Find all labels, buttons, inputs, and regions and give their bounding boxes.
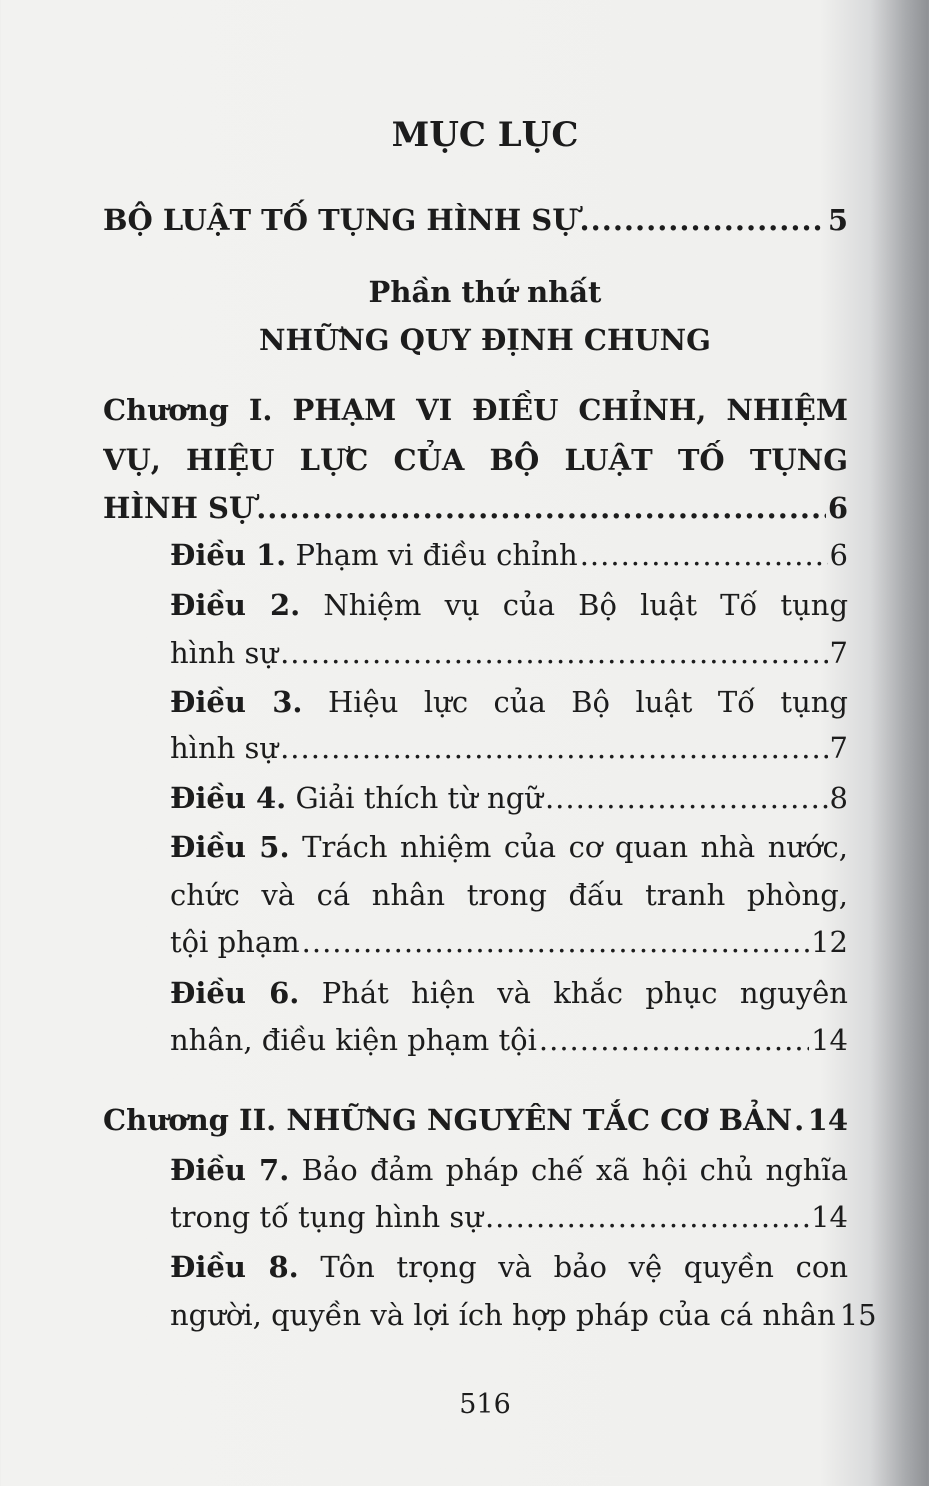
entry-title: Tôn trọng và bảo vệ quyền con — [320, 1250, 848, 1284]
article-label: Điều 1. — [170, 538, 287, 572]
article-label: Điều 4. — [170, 781, 287, 815]
entry-title: hình sự — [170, 636, 279, 670]
part-label: Phần thứ nhất — [368, 275, 602, 309]
leader-dots — [580, 200, 826, 240]
toc-entry-article-6[interactable] — [170, 973, 848, 1013]
toc-heading: MỤC LỤC — [391, 115, 579, 155]
entry-page: 7 — [829, 636, 848, 670]
entry-page: 5 — [827, 203, 848, 237]
entry-page: 7 — [829, 731, 848, 765]
chapter1-line2[interactable]: VỤ, HIỆU LỰC CỦA BỘ LUẬT TỐ TỤNG — [103, 443, 848, 477]
entry-page: 6 — [829, 538, 848, 572]
toc-entry-article-3-cont[interactable] — [170, 728, 848, 768]
toc-entry-article-1[interactable] — [170, 535, 848, 575]
page-number: 516 — [459, 1389, 511, 1420]
entry-page: 15 — [839, 1298, 877, 1332]
entry-page: 6 — [827, 491, 848, 525]
article-label: Điều 7. — [170, 1153, 290, 1187]
entry-title: Chương II. NHỮNG NGUYÊN TẮC CƠ BẢN — [103, 1103, 793, 1137]
toc-entry-article-8-cont[interactable] — [170, 1295, 877, 1335]
entry-title: người, quyền và lợi ích hợp pháp của cá nhân — [170, 1298, 836, 1332]
entry-page: 14 — [811, 1023, 848, 1057]
entry-title: Bảo đảm pháp chế xã hội chủ nghĩa — [301, 1153, 848, 1187]
toc-entry-article-7-cont[interactable] — [170, 1197, 848, 1237]
toc-entry-article-7[interactable] — [170, 1150, 848, 1190]
toc-entry-chapter2[interactable] — [103, 1100, 848, 1140]
entry-title: trong tố tụng hình sự — [170, 1200, 483, 1234]
part-title: NHỮNG QUY ĐỊNH CHUNG — [259, 323, 711, 357]
toc-entry-article-5[interactable] — [170, 827, 848, 867]
toc-entry-code[interactable] — [103, 200, 848, 240]
entry-title: BỘ LUẬT TỐ TỤNG HÌNH SỰ — [103, 203, 578, 237]
entry-title: hình sự — [170, 731, 279, 765]
leader-dots — [794, 1100, 806, 1140]
leader-dots — [539, 1020, 809, 1060]
entry-page: 8 — [829, 781, 848, 815]
leader-dots — [545, 778, 828, 818]
entry-page: 14 — [811, 1200, 848, 1234]
entry-title: Nhiệm vụ của Bộ luật Tố tụng — [323, 588, 848, 622]
article-label: Điều 5. — [170, 830, 290, 864]
leader-dots — [280, 728, 827, 768]
toc-entry-article-4[interactable] — [170, 778, 848, 818]
leader-dots — [256, 488, 826, 528]
entry-title: nhân, điều kiện phạm tội — [170, 1023, 537, 1057]
article-label: Điều 6. — [170, 976, 300, 1010]
entry-page: 12 — [811, 925, 848, 959]
toc-entry-article-2-cont[interactable] — [170, 633, 848, 673]
toc-entry-article-6-cont[interactable] — [170, 1020, 848, 1060]
entry-title: Trách nhiệm của cơ quan nhà nước, — [302, 830, 848, 864]
entry-title: HÌNH SỰ — [103, 491, 255, 525]
toc-entry-article-8[interactable] — [170, 1247, 848, 1287]
toc-entry-article-2[interactable] — [170, 585, 848, 625]
entry-title: Giải thích từ ngữ — [295, 781, 543, 815]
leader-dots — [580, 535, 828, 575]
article-label: Điều 3. — [170, 685, 303, 719]
leader-dots — [302, 922, 809, 962]
entry-title: Hiệu lực của Bộ luật Tố tụng — [328, 685, 848, 719]
leader-dots — [485, 1197, 809, 1237]
entry-title: tội phạm — [170, 925, 300, 959]
chapter1-line1[interactable]: Chương I. PHẠM VI ĐIỀU CHỈNH, NHIỆM — [103, 393, 848, 427]
leader-dots — [280, 633, 827, 673]
chapter1-line3[interactable] — [103, 488, 848, 528]
article-label: Điều 8. — [170, 1250, 299, 1284]
entry-title: Phát hiện và khắc phục nguyên — [321, 976, 848, 1010]
article-label: Điều 2. — [170, 588, 301, 622]
toc-entry-article-5-cont[interactable]: chức và cá nhân trong đấu tranh phòng, — [170, 878, 848, 912]
entry-title: Phạm vi điều chỉnh — [295, 538, 578, 572]
toc-entry-article-3[interactable] — [170, 682, 848, 722]
toc-entry-article-5-cont2[interactable] — [170, 922, 848, 962]
entry-page: 14 — [807, 1103, 848, 1137]
